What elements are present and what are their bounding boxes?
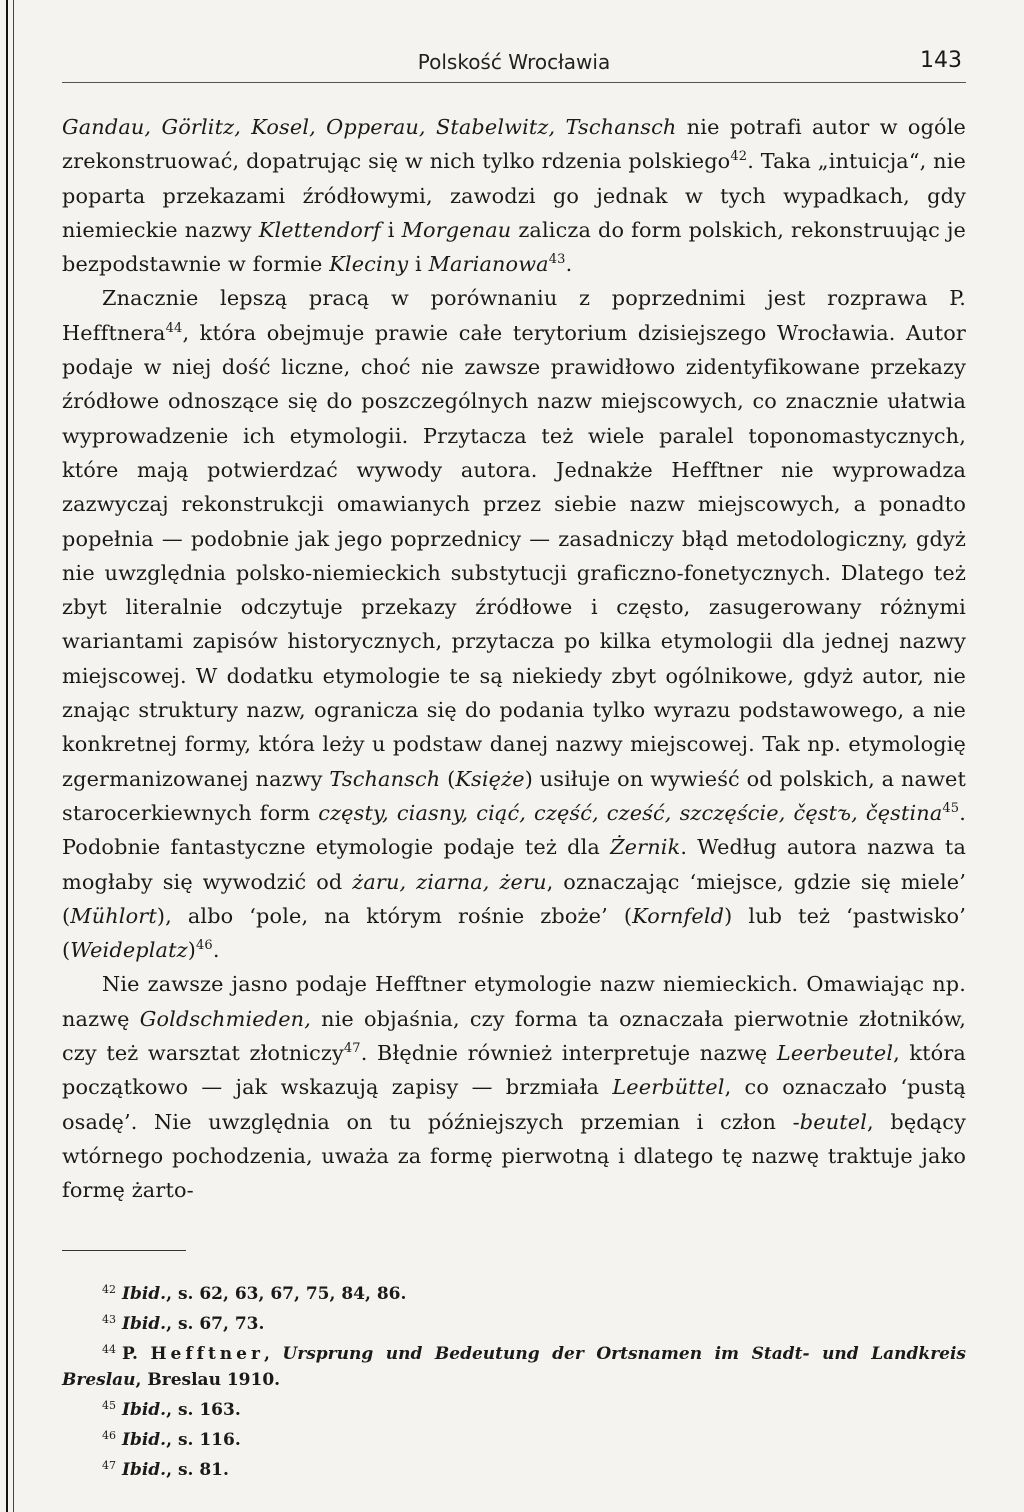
scan-edge-line-inner — [13, 0, 14, 1512]
text-run: ) usiłuje on wywieść od polskich, a nawet starocerkiewnych form — [62, 766, 967, 825]
footnote-reference: 42 — [730, 149, 748, 165]
italic-text: Ibid. — [122, 1460, 167, 1480]
footnote-number: 44 — [102, 1343, 116, 1356]
footnote-separator — [62, 1250, 186, 1251]
footnote — [62, 1307, 966, 1337]
italic-text: Ibid. — [122, 1430, 167, 1450]
italic-text: Mühlort — [70, 903, 157, 928]
text-run: , s. 67, 73. — [166, 1314, 265, 1334]
text-run: , s. 163. — [166, 1400, 241, 1420]
footnote — [62, 1453, 966, 1483]
italic-text: Klettendorf — [258, 217, 381, 242]
text-run: . Według autora nazwa ta mogłaby się wywodzić od — [62, 835, 966, 894]
text-run: ) lub też ‘pastwisko’ ( — [62, 903, 966, 963]
scan-edge-line — [6, 0, 8, 1512]
italic-text: Morgenau — [401, 217, 512, 242]
footnote-number: 42 — [102, 1283, 116, 1296]
text-run: . — [212, 938, 220, 963]
text-run: i — [380, 217, 402, 242]
italic-text: Tschansch — [329, 766, 441, 791]
text-run: ) — [187, 938, 196, 963]
text-run: . Podobnie fantastyczne etymologie podaje też dla — [62, 800, 966, 860]
header-rule — [62, 82, 966, 83]
text-run: Znacznie lepszą pracą w porównaniu z poprzednimi jest rozprawa P. Hefftnera — [62, 286, 966, 345]
footnote — [62, 1277, 966, 1307]
text-run: ( — [440, 766, 456, 791]
text-run: nie potrafi autor w ogóle zrekonstruować, dopatrując się w nich tylko rdzenia polskiego — [62, 115, 966, 174]
italic-text: Marianowa — [428, 252, 549, 277]
text-run: zalicza do form polskich, rekonstruując je bezpodstawnie w formie — [62, 217, 966, 277]
footnote-number: 47 — [102, 1459, 116, 1472]
italic-text: Leerbüttel — [612, 1075, 725, 1100]
footnote — [62, 1423, 966, 1453]
text-run: , Breslau 1910. — [135, 1370, 281, 1390]
text-run: , która początkowo — jak wskazują zapisy — brzmiała — [62, 1041, 966, 1100]
italic-text: Gandau, Görlitz, Kosel, Opperau, Stabelwitz, Tschansch — [62, 115, 677, 139]
text-run: , s. 116. — [166, 1430, 241, 1450]
text-run: nie objaśnia, czy forma ta oznaczała pierwotnie złotników, czy też warsztat złotniczy — [62, 1006, 966, 1066]
italic-text: Weideplatz — [70, 938, 188, 963]
running-title: Polskość Wrocławia — [417, 50, 611, 74]
text-run: , oznaczając ‘miejsce, gdzie się miele’ ( — [62, 869, 966, 928]
italic-text: Kleciny — [329, 252, 409, 277]
text-run: i — [408, 252, 429, 277]
text-run: . Taka „intuicja“, nie poparta przekazami źródłowymi, zawodzi go jednak w tych wypadkach, gdy niemieckie nazwy — [62, 149, 966, 242]
text-run: Nie zawsze jasno podaje Hefftner etymologie nazw niemieckich. Omawiając np. nazwę — [62, 972, 966, 1031]
italic-text: częsty, ciasny, ciąć, część, cześć, szczęście, čęstъ, čęstina — [318, 800, 943, 825]
body-paragraph — [62, 110, 966, 281]
italic-text: Goldschmieden, — [139, 1006, 311, 1031]
text-run: , s. 62, 63, 67, 75, 84, 86. — [166, 1284, 407, 1304]
footnote — [62, 1393, 966, 1423]
footnote-number: 43 — [102, 1313, 116, 1326]
text-run: , s. 81. — [166, 1460, 229, 1480]
italic-text: Leerbeutel — [776, 1041, 894, 1066]
footnote-number: 45 — [102, 1399, 116, 1412]
body-paragraph — [62, 281, 966, 967]
italic-text: Ibid. — [122, 1284, 167, 1304]
text-run: , będący wtórnego pochodzenia, uważa za formę pierwotną i dlatego tę nazwę traktuje jako formę żarto- — [62, 1109, 966, 1203]
footnote-reference: 43 — [548, 252, 566, 268]
footnote-reference: 44 — [165, 320, 183, 336]
text-run: Hefftner — [150, 1344, 264, 1364]
text-run: , — [263, 1344, 283, 1364]
italic-text: -beutel — [792, 1109, 868, 1134]
text-run: , która obejmuje prawie całe terytorium dzisiejszego Wrocławia. Autor podaje w niej dość liczne, choć nie zawsze prawidłowo zidentyfikowane przekazy źródłowe odnoszące się do poszczególnych nazw miejscowych, co znacznie ułatwia wyprowadzenie ich etymologii. Przytacza też wiele paralel toponomastycznych, które mają potwierdzać wywody autora. Jednakże Hefftner nie wyprowadza zazwyczaj rekonstrukcji omawianych przez siebie nazw miejscowych, a ponadto popełnia — podobnie jak jego poprzednicy — zasadniczy błąd metodologiczny, gdyż nie uwzględnia polsko-niemieckich substytucji graficzno-fonetycznych. Dlatego też zbyt literalnie odczytuje przekazy źródłowe i często, zasugerowany różnymi wariantami zapisów historycznych, przytacza po kilka etymologii dla jednej nazwy miejscowej. W dodatku etymologie te są niekiedy zbyt ogólnikowe, gdyż autor, nie znając struktury nazw, ogranicza się do podania tylko wyrazu podstawowego, a nie konkretnej formy, która leży u podstaw danej nazwy miejscowej. Tak np. etymologię zgermanizowanej nazwy — [62, 320, 966, 791]
text-run: . Błędnie również interpretuje nazwę — [360, 1041, 777, 1066]
italic-text: Ibid. — [122, 1314, 167, 1334]
text-run: ), albo ‘pole, na którym rośnie zboże’ ( — [156, 903, 633, 928]
text-run: P. — [122, 1344, 151, 1364]
text-run: . — [565, 252, 573, 277]
italic-text: Ursprung und Bedeutung der Ortsnamen im Stadt- und Landkreis Breslau — [62, 1344, 967, 1390]
footnote-reference: 46 — [195, 938, 213, 954]
footnote-reference: 45 — [942, 800, 960, 816]
footnote-reference: 47 — [343, 1041, 361, 1057]
body-text — [62, 110, 966, 1208]
italic-text: Żernik — [610, 835, 681, 860]
text-run: , co oznaczało ‘pustą osadę’. Nie uwzględnia on tu późniejszych przemian i człon — [62, 1075, 966, 1134]
italic-text: Ibid. — [122, 1400, 167, 1420]
footnote-number: 46 — [102, 1429, 116, 1442]
italic-text: żaru, ziarna, żeru — [352, 869, 547, 894]
page-header — [62, 44, 966, 84]
italic-text: Księże — [455, 766, 525, 791]
italic-text: Kornfeld — [632, 903, 725, 928]
page-number: 143 — [920, 48, 962, 73]
body-paragraph — [62, 967, 966, 1207]
footnotes — [62, 1277, 966, 1483]
footnote — [62, 1337, 966, 1393]
